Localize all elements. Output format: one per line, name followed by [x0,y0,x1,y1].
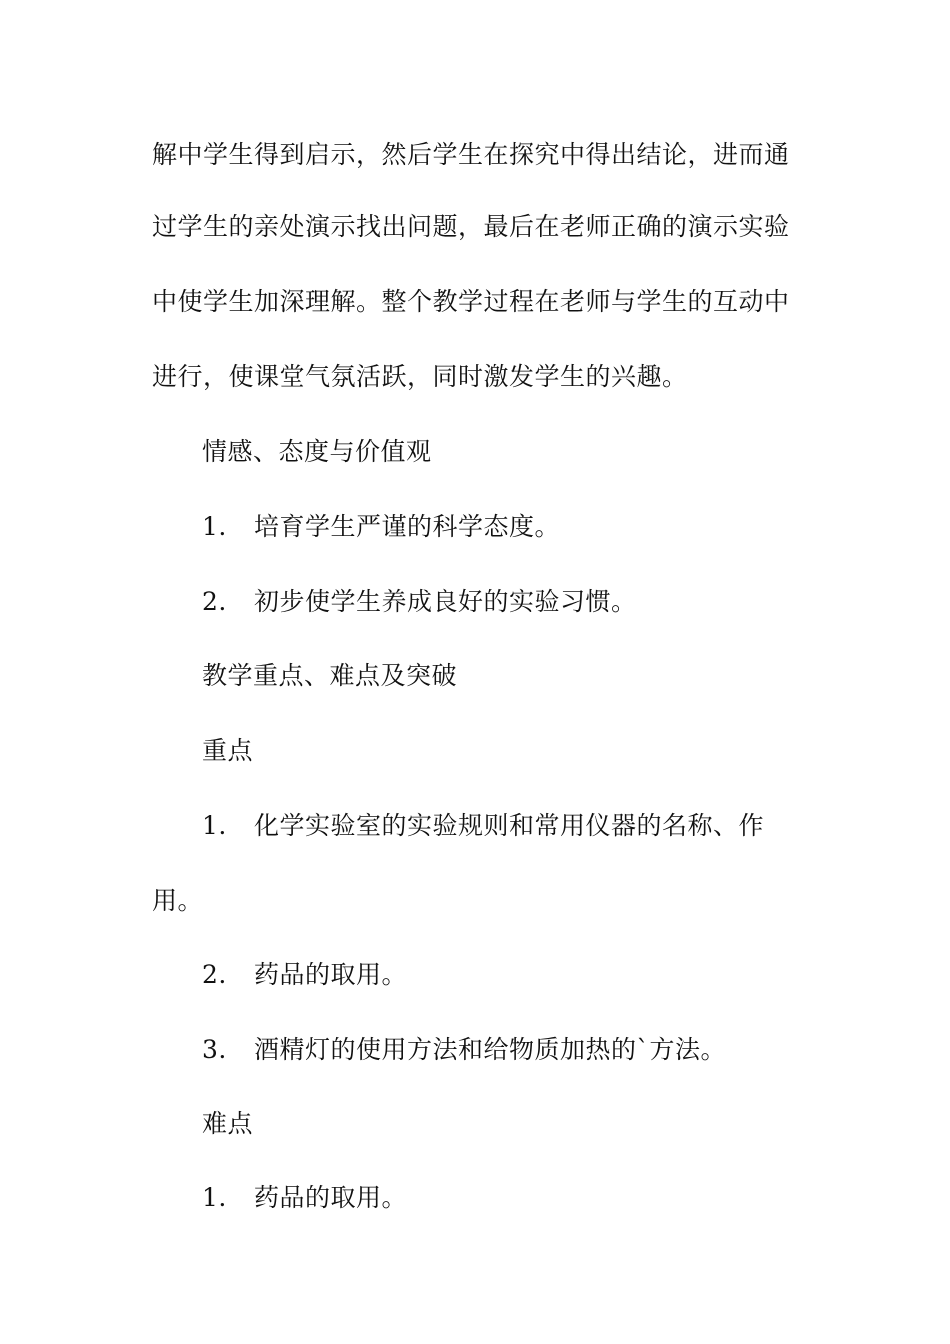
focus-item-3 [202,1034,726,1066]
focus-item-3-text: 酒精灯的使用方法和给物质加热的`方法。 [254,1035,727,1064]
affect-item-1-text: 培育学生严谨的科学态度。 [254,512,561,541]
heading-difficulty: 难点 [202,1109,254,1138]
focus-item-1-continuation: 用。 [152,886,204,915]
heading-key-points: 教学重点、难点及突破 [202,661,458,690]
affect-item-2-number: 2. [202,587,227,616]
difficulty-item-1 [202,1182,407,1214]
intro-line-2: 过学生的亲处演示找出问题，最后在老师正确的演示实验 [152,212,790,241]
focus-item-2 [202,959,407,991]
difficulty-item-1-text: 药品的取用。 [254,1183,408,1212]
focus-item-2-text: 药品的取用。 [254,960,408,989]
focus-item-1 [202,810,764,842]
affect-item-2-text: 初步使学生养成良好的实验习惯。 [254,587,637,616]
affect-item-1-number: 1. [202,512,227,541]
heading-affect: 情感、态度与价值观 [202,437,432,466]
intro-line-3: 中使学生加深理解。整个教学过程在老师与学生的互动中 [152,287,790,316]
focus-item-1-text: 化学实验室的实验规则和常用仪器的名称、作 [254,811,765,840]
affect-item-1 [202,511,560,543]
focus-item-2-number: 2. [202,960,227,989]
focus-item-3-number: 3. [202,1035,227,1064]
heading-focus: 重点 [202,736,254,765]
affect-item-2 [202,586,637,618]
focus-item-1-number: 1. [202,811,227,840]
difficulty-item-1-number: 1. [202,1183,227,1212]
intro-line-4: 进行，使课堂气氛活跃，同时激发学生的兴趣。 [152,362,688,391]
intro-line-1: 解中学生得到启示，然后学生在探究中得出结论，进而通 [152,140,790,169]
